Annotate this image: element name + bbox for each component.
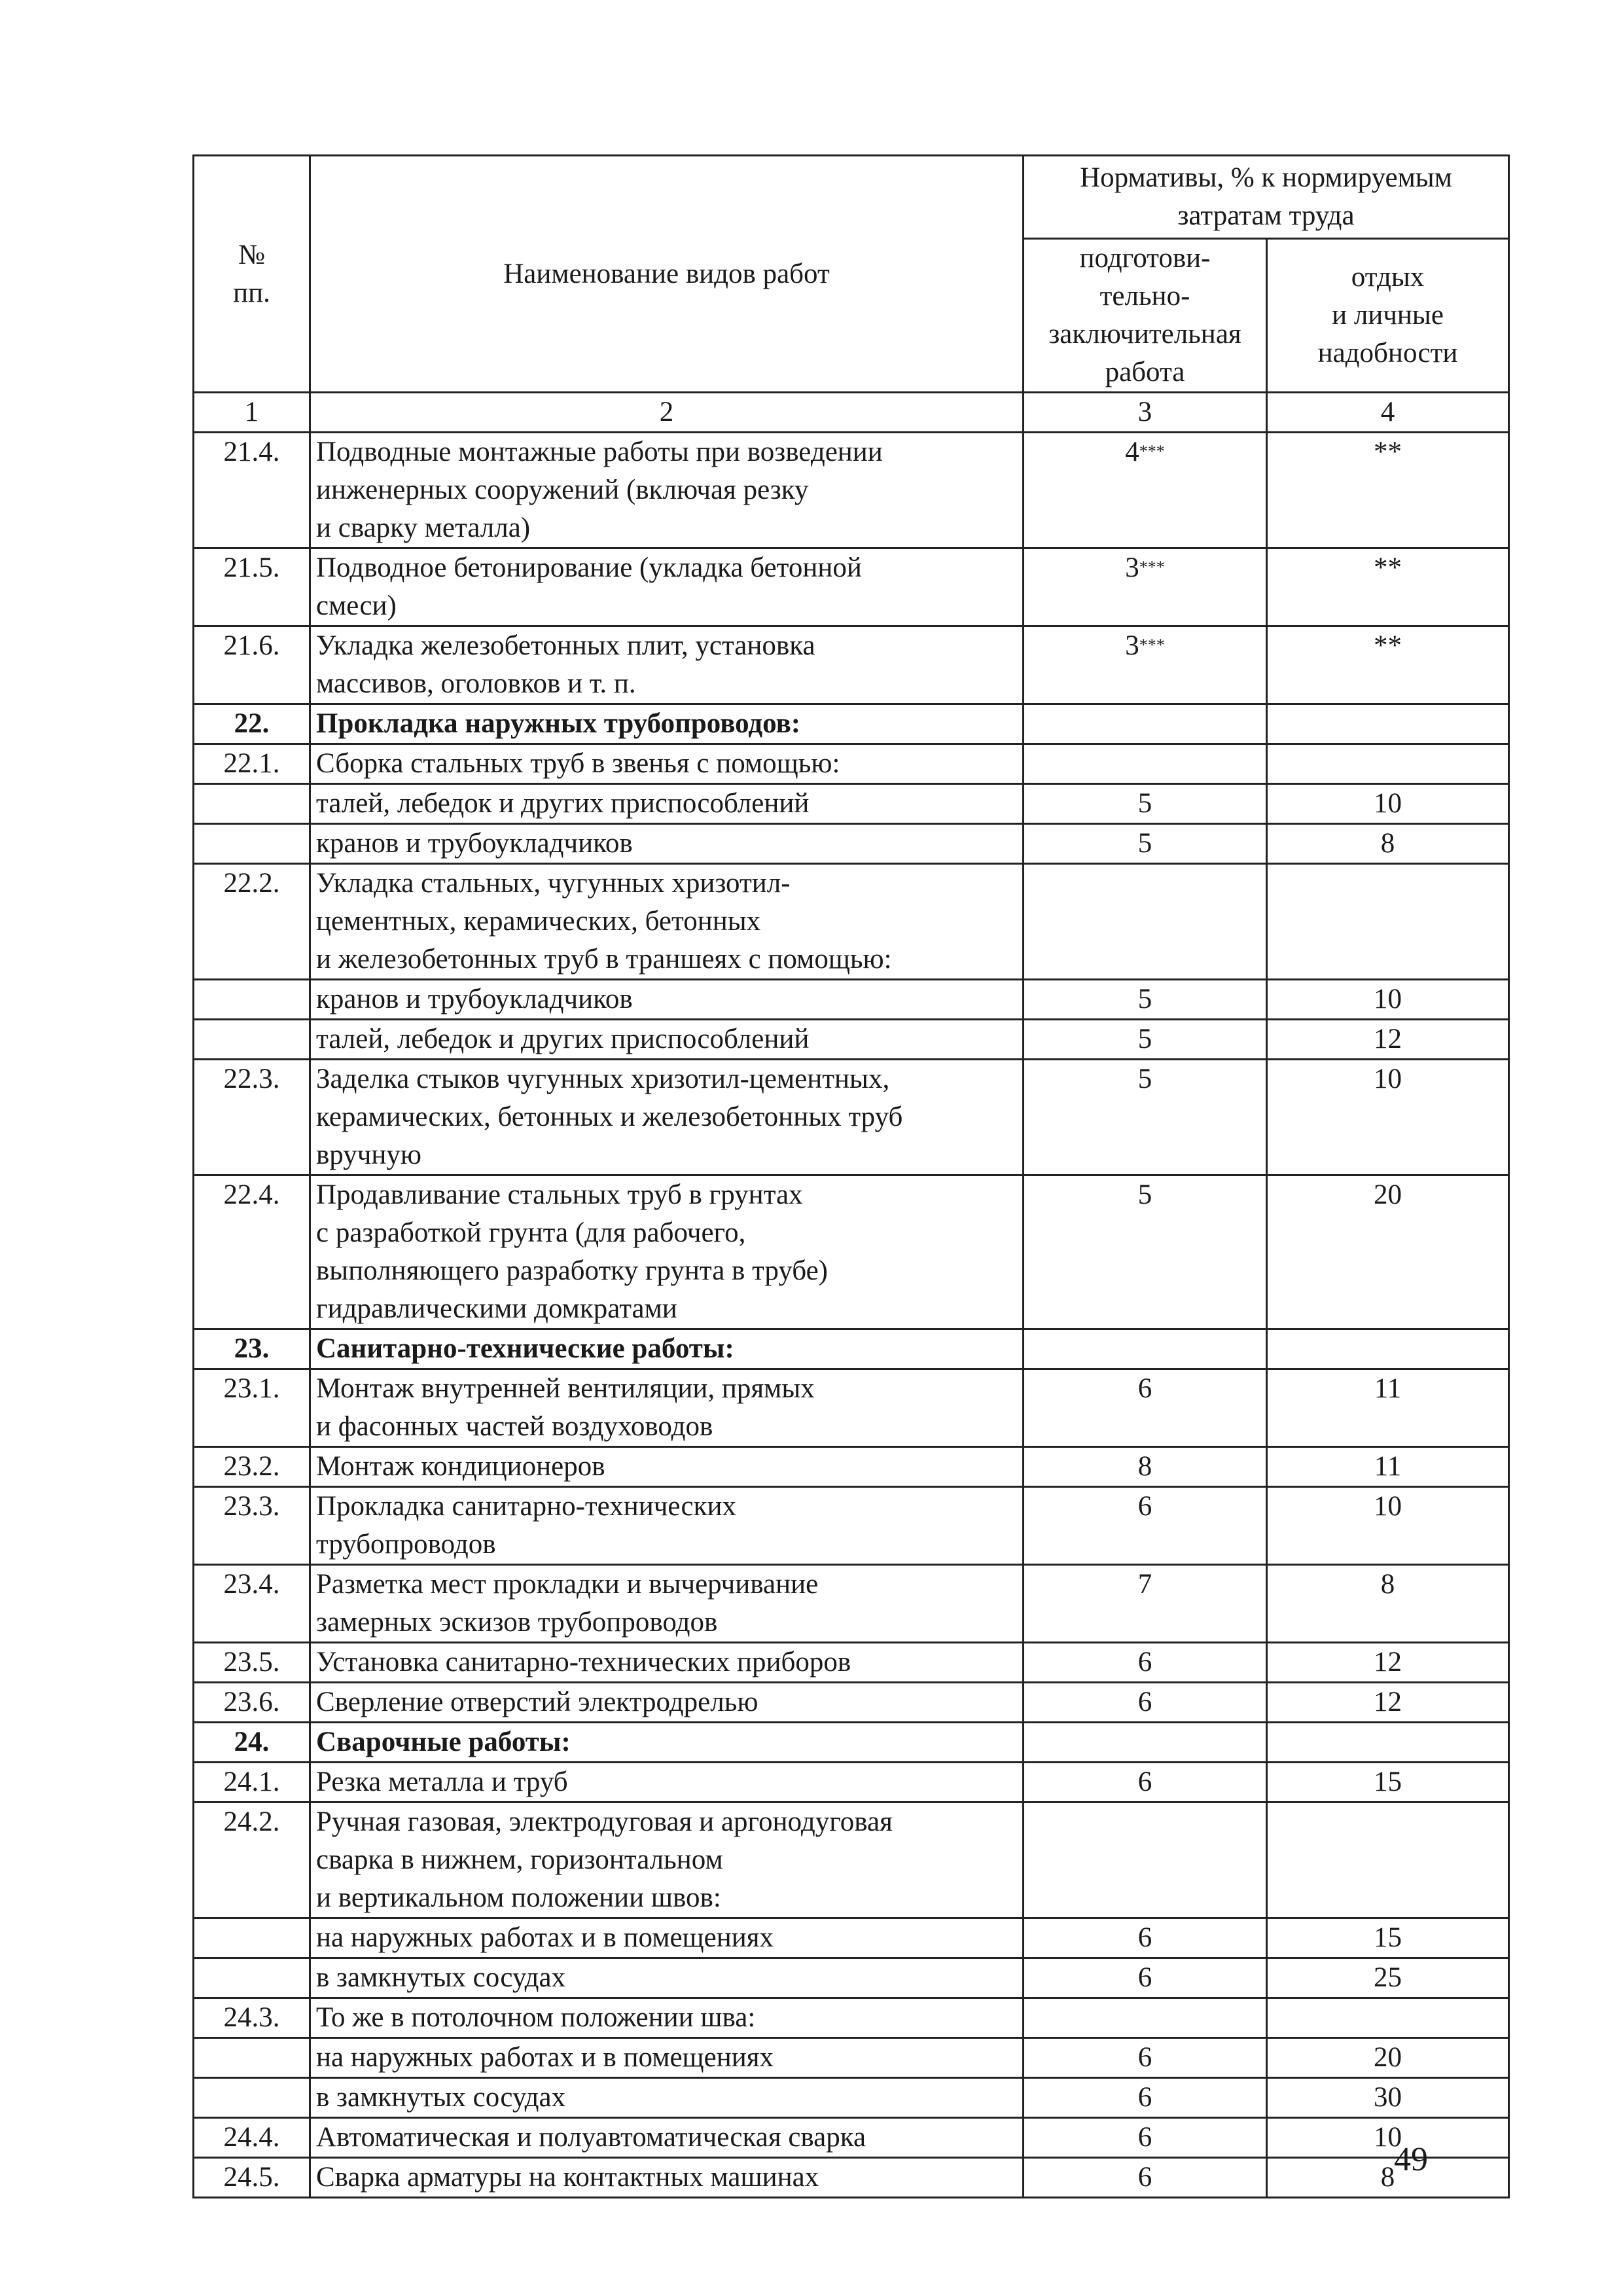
work-name: талей, лебедок и других приспособлений (310, 1020, 1024, 1060)
preparatory-number: 6 (1137, 1687, 1152, 1717)
preparatory-number: 6 (1137, 1767, 1152, 1797)
work-name: Прокладка санитарно-технических трубопроводов (310, 1487, 1024, 1565)
preparatory-number: 6 (1137, 1922, 1152, 1953)
row-number: 23. (194, 1329, 310, 1369)
row-number: 23.4. (194, 1565, 310, 1643)
work-name: на наружных работах и в помещениях (310, 1918, 1024, 1958)
preparatory-value (1024, 1803, 1267, 1918)
rest-value: 12 (1267, 1683, 1509, 1723)
header-norms-group: Нормативы, % к нормируемым затратам труда (1024, 156, 1509, 239)
row-number (194, 2038, 310, 2078)
preparatory-value (1024, 1369, 1267, 1447)
preparatory-value (1024, 626, 1267, 704)
work-name: Автоматическая и полуавтоматическая сварка (310, 2118, 1024, 2158)
work-name: То же в потолочном положении шва: (310, 1998, 1024, 2038)
table-row (194, 1060, 1509, 1175)
row-number: 22.2. (194, 864, 310, 980)
preparatory-number: 6 (1137, 2082, 1152, 2113)
work-name: кранов и трубоукладчиков (310, 980, 1024, 1020)
row-number: 24.1. (194, 1763, 310, 1803)
table-row (194, 1643, 1509, 1683)
rest-value: 8 (1267, 2158, 1509, 2198)
table-row (194, 626, 1509, 704)
table-row (194, 1803, 1509, 1918)
rest-value: 8 (1267, 1565, 1509, 1643)
work-name: талей, лебедок и других приспособлений (310, 784, 1024, 824)
rest-value (1267, 704, 1509, 744)
table-row (194, 980, 1509, 1020)
table-row (194, 784, 1509, 824)
table-row (194, 744, 1509, 784)
work-name: Установка санитарно-технических приборов (310, 1643, 1024, 1683)
row-number (194, 824, 310, 864)
preparatory-number: 6 (1137, 1373, 1152, 1404)
work-name: Заделка стыков чугунных хризотил-цементных, керамических, бетонных и железобетонных труб вручную (310, 1060, 1024, 1175)
work-name: Сварка арматуры на контактных машинах (310, 2158, 1024, 2198)
preparatory-value (1024, 824, 1267, 864)
preparatory-value (1024, 1998, 1267, 2038)
preparatory-number: 4 (1125, 437, 1139, 467)
preparatory-value (1024, 2038, 1267, 2078)
work-name: Разметка мест прокладки и вычерчивание замерных эскизов трубопроводов (310, 1565, 1024, 1643)
table-row (194, 824, 1509, 864)
row-number: 23.3. (194, 1487, 310, 1565)
row-number: 21.5. (194, 548, 310, 626)
table-row (194, 2158, 1509, 2198)
preparatory-value (1024, 1763, 1267, 1803)
preparatory-number: 5 (1137, 984, 1152, 1014)
rest-value (1267, 1803, 1509, 1918)
table-body (194, 433, 1509, 2198)
table-row (194, 1020, 1509, 1060)
row-number: 23.2. (194, 1447, 310, 1487)
rest-value: 30 (1267, 2078, 1509, 2118)
work-name: Прокладка наружных трубопроводов: (310, 704, 1024, 744)
work-name: Укладка железобетонных плит, установка массивов, оголовков и т. п. (310, 626, 1024, 704)
preparatory-value (1024, 1447, 1267, 1487)
table-row (194, 1565, 1509, 1643)
rest-value: 8 (1267, 824, 1509, 864)
table-row (194, 2038, 1509, 2078)
preparatory-number: 6 (1137, 1962, 1152, 1993)
rest-value: ** (1267, 548, 1509, 626)
work-name: Монтаж внутренней вентиляции, прямых и фасонных частей воздуховодов (310, 1369, 1024, 1447)
rest-value: 12 (1267, 1020, 1509, 1060)
work-name: в замкнутых сосудах (310, 2078, 1024, 2118)
work-name: Ручная газовая, электродуговая и аргонодуговая сварка в нижнем, горизонтальном и вертикальном положении швов: (310, 1803, 1024, 1918)
rest-value: ** (1267, 433, 1509, 548)
footnote-marker: *** (1139, 442, 1165, 461)
page-number: 49 (1394, 2141, 1428, 2178)
rest-value (1267, 1998, 1509, 2038)
rest-value: 10 (1267, 1060, 1509, 1175)
row-number: 23.1. (194, 1369, 310, 1447)
row-number: 22.3. (194, 1060, 310, 1175)
rest-value: 10 (1267, 980, 1509, 1020)
preparatory-value (1024, 2078, 1267, 2118)
work-name: Сверление отверстий электродрелью (310, 1683, 1024, 1723)
row-number: 24.3. (194, 1998, 310, 2038)
preparatory-value (1024, 1643, 1267, 1683)
column-number: 1 (194, 393, 310, 433)
table-row (194, 864, 1509, 980)
work-name: Продавливание стальных труб в грунтах с разработкой грунта (для рабочего, выполняющего разработку грунта в трубе) гидравлическими домкратами (310, 1175, 1024, 1329)
table-row (194, 433, 1509, 548)
preparatory-value (1024, 433, 1267, 548)
norms-table (192, 154, 1510, 2198)
preparatory-number: 5 (1137, 1179, 1152, 1210)
row-number: 22.1. (194, 744, 310, 784)
preparatory-value (1024, 1918, 1267, 1958)
preparatory-value (1024, 704, 1267, 744)
preparatory-value (1024, 1958, 1267, 1998)
row-number (194, 1918, 310, 1958)
row-number: 24.4. (194, 2118, 310, 2158)
preparatory-value (1024, 1175, 1267, 1329)
rest-value: 15 (1267, 1763, 1509, 1803)
work-name: Укладка стальных, чугунных хризотил- цементных, керамических, бетонных и железобетонных труб в траншеях с помощью: (310, 864, 1024, 980)
preparatory-number: 5 (1137, 828, 1152, 859)
rest-value: 10 (1267, 2118, 1509, 2158)
preparatory-number: 6 (1137, 1491, 1152, 1522)
preparatory-value (1024, 1487, 1267, 1565)
work-name: Резка металла и труб (310, 1763, 1024, 1803)
table-row (194, 1487, 1509, 1565)
preparatory-number: 3 (1125, 552, 1139, 583)
preparatory-value (1024, 2118, 1267, 2158)
preparatory-value (1024, 548, 1267, 626)
row-number: 23.6. (194, 1683, 310, 1723)
table-row (194, 1175, 1509, 1329)
rest-value: 11 (1267, 1447, 1509, 1487)
rest-value: 11 (1267, 1369, 1509, 1447)
preparatory-number: 5 (1137, 788, 1152, 819)
table-row (194, 548, 1509, 626)
table-row (194, 1918, 1509, 1958)
rest-value: ** (1267, 626, 1509, 704)
row-number (194, 1020, 310, 1060)
table-row (194, 1763, 1509, 1803)
column-number: 3 (1024, 393, 1267, 433)
row-number (194, 2078, 310, 2118)
row-number: 21.6. (194, 626, 310, 704)
section-row (194, 1723, 1509, 1763)
preparatory-value (1024, 2158, 1267, 2198)
work-name: Монтаж кондиционеров (310, 1447, 1024, 1487)
preparatory-value (1024, 1723, 1267, 1763)
row-number: 22.4. (194, 1175, 310, 1329)
column-number: 2 (310, 393, 1024, 433)
preparatory-number: 8 (1137, 1451, 1152, 1482)
preparatory-value (1024, 1565, 1267, 1643)
work-name: на наружных работах и в помещениях (310, 2038, 1024, 2078)
preparatory-number: 3 (1125, 630, 1139, 661)
rest-value: 25 (1267, 1958, 1509, 1998)
header-preparatory: подготови- тельно- заключительная работа (1024, 239, 1267, 393)
preparatory-number: 6 (1137, 1647, 1152, 1677)
rest-value: 10 (1267, 784, 1509, 824)
row-number: 22. (194, 704, 310, 744)
footnote-marker: *** (1139, 558, 1165, 577)
work-name: Подводное бетонирование (укладка бетонной смеси) (310, 548, 1024, 626)
preparatory-value (1024, 744, 1267, 784)
footnote-marker: *** (1139, 636, 1165, 655)
rest-value: 10 (1267, 1487, 1509, 1565)
rest-value: 20 (1267, 2038, 1509, 2078)
preparatory-value (1024, 980, 1267, 1020)
table-row (194, 1998, 1509, 2038)
header-rest: отдых и личные надобности (1267, 239, 1509, 393)
work-name: Сварочные работы: (310, 1723, 1024, 1763)
header-work-name: Наименование видов работ (310, 156, 1024, 393)
preparatory-number: 5 (1137, 1024, 1152, 1054)
column-numbers-row (194, 393, 1509, 433)
preparatory-value (1024, 784, 1267, 824)
rest-value (1267, 1329, 1509, 1369)
rest-value: 20 (1267, 1175, 1509, 1329)
row-number: 24. (194, 1723, 310, 1763)
preparatory-number: 7 (1137, 1569, 1152, 1600)
row-number: 24.5. (194, 2158, 310, 2198)
row-number (194, 980, 310, 1020)
preparatory-number: 5 (1137, 1064, 1152, 1094)
preparatory-number: 6 (1137, 2162, 1152, 2193)
header-number: № пп. (194, 156, 310, 393)
work-name: Сборка стальных труб в звенья с помощью: (310, 744, 1024, 784)
section-row (194, 1329, 1509, 1369)
table-row (194, 1447, 1509, 1487)
row-number: 23.5. (194, 1643, 310, 1683)
work-name: кранов и трубоукладчиков (310, 824, 1024, 864)
table-row (194, 1369, 1509, 1447)
preparatory-value (1024, 1683, 1267, 1723)
preparatory-number: 6 (1137, 2042, 1152, 2073)
row-number: 21.4. (194, 433, 310, 548)
rest-value: 15 (1267, 1918, 1509, 1958)
row-number: 24.2. (194, 1803, 310, 1918)
preparatory-value (1024, 864, 1267, 980)
preparatory-value (1024, 1060, 1267, 1175)
column-number: 4 (1267, 393, 1509, 433)
work-name: Санитарно-технические работы: (310, 1329, 1024, 1369)
row-number (194, 784, 310, 824)
preparatory-value (1024, 1329, 1267, 1369)
rest-value (1267, 864, 1509, 980)
table-row (194, 1683, 1509, 1723)
work-name: в замкнутых сосудах (310, 1958, 1024, 1998)
rest-value (1267, 1723, 1509, 1763)
work-name: Подводные монтажные работы при возведении инженерных сооружений (включая резку и сварку металла) (310, 433, 1024, 548)
table-row (194, 1958, 1509, 1998)
preparatory-value (1024, 1020, 1267, 1060)
rest-value (1267, 744, 1509, 784)
table-row (194, 2118, 1509, 2158)
row-number (194, 1958, 310, 1998)
table-row (194, 2078, 1509, 2118)
preparatory-number: 6 (1137, 2122, 1152, 2153)
rest-value: 12 (1267, 1643, 1509, 1683)
section-row (194, 704, 1509, 744)
